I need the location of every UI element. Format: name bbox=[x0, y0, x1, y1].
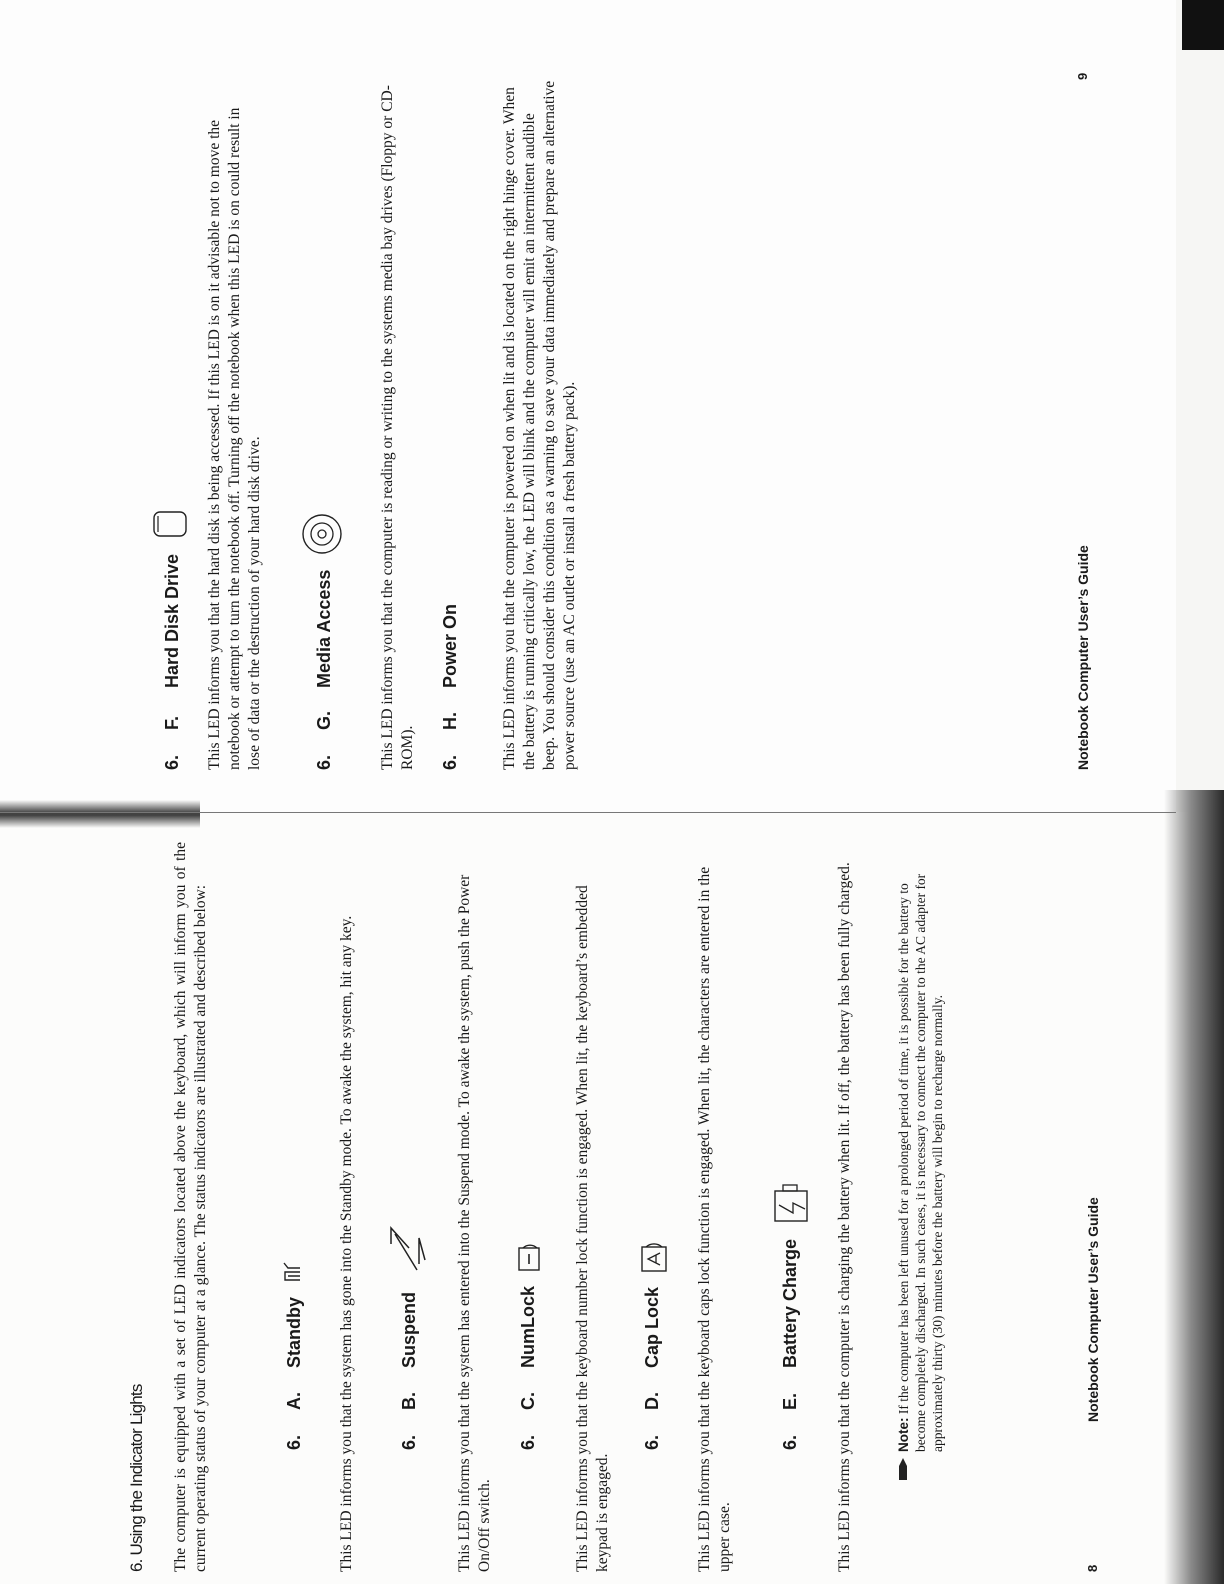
suspend-description: This LED informs you that the system has entered into the Suspend mode. To awake the system, push the Power On/Off switch. bbox=[456, 874, 493, 1572]
battery-charge-description: This LED informs you that the computer is charging the battery when lit. If off, the battery has been fully charged. bbox=[836, 862, 853, 1572]
numlock-icon bbox=[509, 1234, 548, 1272]
heading-number: 6. bbox=[440, 754, 460, 770]
footer-title: Notebook Computer User’s Guide bbox=[1085, 1197, 1101, 1422]
binding-shadow bbox=[1164, 790, 1224, 1584]
note-text bbox=[895, 852, 946, 1452]
heading-letter: D. bbox=[642, 1392, 662, 1410]
heading-number: 6. bbox=[162, 754, 182, 770]
heading-label: Hard Disk Drive bbox=[162, 553, 182, 688]
section-title: 6. Using the Indicator Lights bbox=[127, 1384, 146, 1572]
heading-label: Power On bbox=[440, 603, 460, 688]
heading-number: 6. bbox=[314, 754, 334, 770]
heading-label: Standby bbox=[284, 1296, 304, 1368]
page-number: 9 bbox=[1075, 72, 1090, 80]
media-access-description: This LED informs you that the computer is reading or writing to the systems media bay drives (Floppy or CD-ROM). bbox=[379, 85, 416, 770]
page-edge-tab bbox=[1182, 0, 1224, 50]
heading-hard-disk-drive bbox=[150, 504, 195, 770]
heading-label: Battery Charge bbox=[780, 1238, 800, 1368]
numlock-description: This LED informs you that the keyboard number lock function is engaged. When lit, the keyboard’s embedded keypad is engaged. bbox=[574, 885, 611, 1572]
right-page bbox=[150, 70, 1110, 770]
heading-battery-charge bbox=[765, 1177, 816, 1450]
heading-label: NumLock bbox=[518, 1285, 538, 1368]
media-access-icon bbox=[300, 512, 349, 556]
power-on-description: This LED informs you that the computer is powered on when lit and is located on the right hinge cover. When the battery is running critically low, the LED will blink and the computer will emit an intermittent audible beep. You should consider this condition as a warning to save your data immediately and prepare an alternative power source (use an AC outlet or install a fresh battery pack). bbox=[501, 80, 578, 770]
heading-number: 6. bbox=[284, 1434, 304, 1450]
heading-letter: E. bbox=[780, 1392, 800, 1410]
heading-number: 6. bbox=[518, 1434, 538, 1450]
heading-suspend bbox=[387, 1226, 432, 1450]
standby-description: This LED informs you that the system has gone into the Standby mode. To awake the system, hit any key. bbox=[338, 915, 355, 1572]
heading-caplock bbox=[630, 1231, 675, 1450]
page-divider bbox=[0, 812, 1176, 813]
heading-number: 6. bbox=[642, 1434, 662, 1450]
heading-standby bbox=[280, 1257, 309, 1450]
heading-numlock bbox=[509, 1234, 548, 1450]
pointing-hand-icon bbox=[895, 1456, 916, 1482]
page-number: 8 bbox=[1085, 1564, 1100, 1572]
note-body: If the computer has been left unused for a prolonged period of time, it is possible for the battery to become completely discharged. In such cases, it is necessary to connect the computer to the AC adapter for approximately thirty (30) minutes before the battery will begin to recharge normally. bbox=[896, 873, 945, 1452]
caplock-icon bbox=[630, 1231, 675, 1273]
heading-number: 6. bbox=[780, 1434, 800, 1450]
heading-letter: A. bbox=[284, 1392, 304, 1410]
heading-media-access bbox=[300, 512, 349, 770]
heading-letter: F. bbox=[162, 715, 182, 730]
binding-shadow bbox=[0, 800, 200, 828]
caplock-description: This LED informs you that the keyboard caps lock function is engaged. When lit, the characters are entered in the upper case. bbox=[696, 866, 733, 1572]
hard-disk-description: This LED informs you that the hard disk is being accessed. If this LED is on it advisable not to move the notebook or attempt to turn the notebook off. Turning off the notebook when this LED is on could result in lose of data or the destruction of your hard disk drive. bbox=[206, 107, 263, 770]
heading-label: Suspend bbox=[399, 1291, 419, 1368]
heading-letter: B. bbox=[399, 1392, 419, 1410]
heading-letter: C. bbox=[518, 1392, 538, 1410]
heading-label: Cap Lock bbox=[642, 1286, 662, 1368]
standby-icon bbox=[280, 1257, 309, 1283]
battery-charge-icon bbox=[765, 1177, 816, 1225]
intro-paragraph: The computer is equipped with a set of LED indicators located above the keyboard, which will inform you of the current operating status of your computer at a glance. The status indicators are illustrated and described below: bbox=[172, 842, 209, 1572]
note-label: Note: bbox=[896, 1417, 911, 1452]
footer-title: Notebook Computer User’s Guide bbox=[1075, 545, 1091, 770]
heading-letter: G. bbox=[314, 710, 334, 730]
left-page bbox=[125, 832, 1105, 1572]
heading-number: 6. bbox=[399, 1434, 419, 1450]
suspend-icon bbox=[387, 1226, 432, 1278]
heading-label: Media Access bbox=[314, 569, 334, 688]
heading-letter: H. bbox=[440, 712, 460, 730]
heading-power-on bbox=[440, 604, 461, 770]
hard-disk-icon bbox=[150, 504, 195, 540]
